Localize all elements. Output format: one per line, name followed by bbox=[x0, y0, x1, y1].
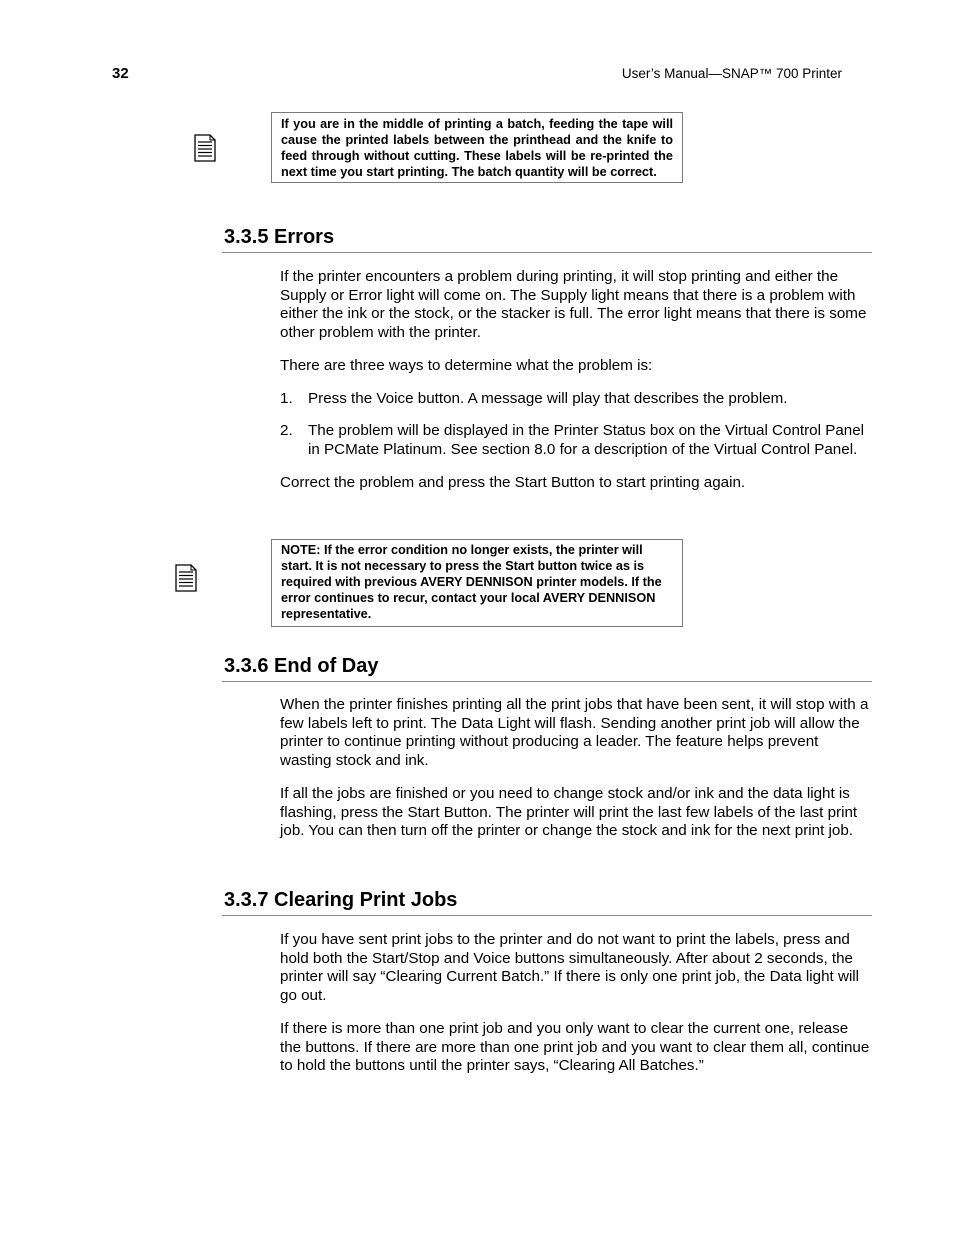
list-text: The problem will be displayed in the Printer Status box on the Virtual Control Panel in PCMate Platinum. See section 8.0 for a description of the Virtual Control Panel. bbox=[308, 422, 865, 458]
paragraph: Correct the problem and press the Start Button to start printing again. bbox=[280, 473, 746, 491]
list-text: Press the Voice button. A message will play that describes the problem. bbox=[308, 389, 788, 407]
note-icon bbox=[175, 564, 197, 592]
list-number: 2. bbox=[280, 422, 293, 440]
note-box: NOTE: If the error condition no longer exists, the printer will start. It is not necessary to press the Start button twice as is required with previous AVERY DENNISON printer models. If the error continues to recur, contact your local AVERY DENNISON representative. bbox=[271, 539, 683, 627]
heading-rule bbox=[222, 915, 872, 916]
paragraph: If you have sent print jobs to the printer and do not want to print the labels, press and hold both the Start/Stop and Voice buttons simultaneously. After about 2 seconds, the printer will say “Clearing Current Batch.” If there is only one print job, the Data light will go out. bbox=[280, 931, 860, 1005]
running-header: User’s Manual—SNAP™ 700 Printer bbox=[621, 66, 842, 81]
list-item bbox=[280, 422, 870, 459]
section-heading-errors: 3.3.5 Errors bbox=[224, 226, 335, 248]
section-heading-clearing-print-jobs: 3.3.7 Clearing Print Jobs bbox=[224, 889, 458, 911]
clearing-body bbox=[280, 931, 870, 1090]
paragraph: When the printer finishes printing all the print jobs that have been sent, it will stop with a few labels left to print. The Data Light will flash. Sending another print job will allow the printer to continue printing without producing a leader. The feature helps prevent wasting stock and ink. bbox=[280, 696, 869, 770]
paragraph: If there is more than one print job and you only want to clear the current one, release the buttons. If there are more than one print job and you want to clear them all, continue to hold the buttons until the printer says, “Clearing All Batches.” bbox=[280, 1019, 870, 1075]
paragraph: If all the jobs are finished or you need to change stock and/or ink and the data light is flashing, press the Start Button. The printer will print the last few labels of the last print job. You can then turn off the printer or change the stock and ink for the next print job. bbox=[280, 784, 858, 840]
heading-rule bbox=[222, 681, 872, 682]
section-heading-end-of-day: 3.3.6 End of Day bbox=[224, 655, 379, 677]
note-icon bbox=[194, 134, 216, 162]
heading-rule bbox=[222, 252, 872, 253]
paragraph: There are three ways to determine what the problem is: bbox=[280, 356, 653, 374]
note-box: If you are in the middle of printing a batch, feeding the tape will cause the printed labels between the printhead and the knife to feed through without cutting. These labels will be re-printed the next time you start printing. The batch quantity will be correct. bbox=[271, 112, 683, 183]
end-of-day-body bbox=[280, 696, 872, 855]
errors-body bbox=[280, 268, 870, 506]
list-item bbox=[280, 390, 870, 409]
paragraph: If the printer encounters a problem during printing, it will stop printing and either the Supply or Error light will come on. The Supply light means that there is a problem with either the ink or the stock, or the stacker is full. The error light means that there is some other problem with the printer. bbox=[280, 268, 867, 342]
page-number: 32 bbox=[112, 65, 129, 82]
list-number: 1. bbox=[280, 389, 293, 407]
